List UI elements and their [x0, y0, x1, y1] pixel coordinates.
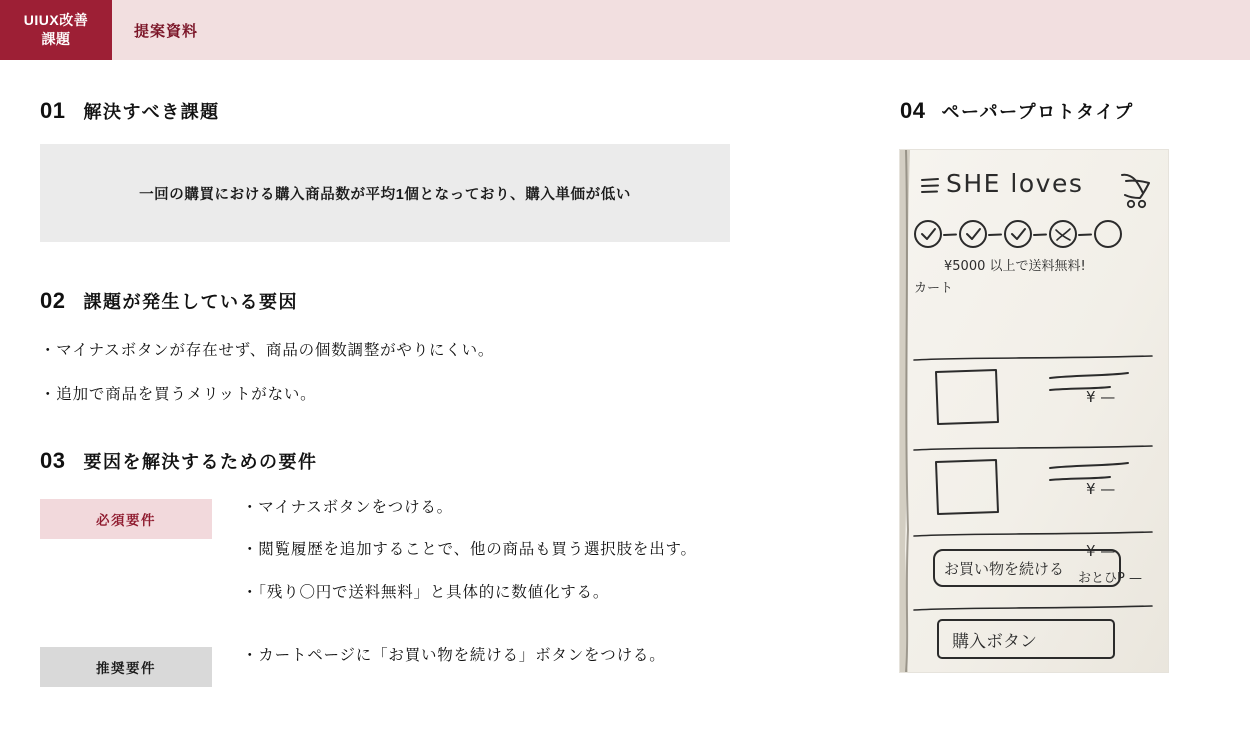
section-01-number: 01	[40, 98, 66, 123]
proto-total-note: おとひP —	[1078, 571, 1142, 586]
section-04-heading	[900, 98, 1250, 124]
proto-price-row1: ¥ —	[1086, 388, 1116, 406]
right-column	[900, 60, 1250, 743]
cause-bullet-1: ・マイナスボタンが存在せず、商品の個数調整がやりにくい。	[40, 342, 495, 359]
paper-prototype-photo	[900, 150, 1168, 672]
header-badge	[0, 0, 112, 60]
section-02	[40, 288, 900, 404]
section-04-number: 04	[900, 98, 926, 123]
requirements-grid	[40, 496, 900, 687]
section-03	[40, 448, 900, 687]
section-02-number: 02	[40, 288, 66, 313]
proto-button-purchase-label: 購入ボタン	[952, 632, 1037, 652]
header-badge-line2: 課題	[41, 31, 71, 47]
proto-cart-label: カート	[914, 281, 954, 296]
section-02-title: 課題が発生している要因	[83, 292, 298, 312]
requirement-group-required	[40, 496, 900, 604]
problem-callout-text: 一回の購買における購入商品数が平均1個となっており、購入単価が低い	[139, 186, 631, 203]
section-03-title: 要因を解決するための要件	[83, 452, 318, 472]
proto-price-row2: ¥ —	[1086, 480, 1116, 498]
requirement-group-recommended	[40, 644, 900, 687]
required-item-1: ・マイナスボタンをつける。	[242, 499, 453, 516]
proto-shipping-note: ¥5000 以上で送料無料!	[944, 259, 1086, 274]
section-01-title: 解決すべき課題	[83, 102, 220, 122]
section-01	[40, 98, 900, 242]
recommended-item-1: ・カートページに「お買い物を続ける」ボタンをつける。	[242, 646, 666, 664]
required-item-2: ・閲覧履歴を追加することで、他の商品も買う選択肢を出す。	[242, 541, 697, 559]
problem-callout-box	[40, 144, 730, 242]
section-03-heading	[40, 448, 900, 474]
proto-brand-text: SHE loves	[946, 169, 1084, 198]
tag-required: 必須要件	[40, 499, 212, 539]
tag-recommended: 推奨要件	[40, 647, 212, 687]
required-item-3: ・「残り〇円で送料無料」と具体的に数値化する。	[242, 583, 610, 601]
section-04	[900, 98, 1250, 672]
left-column	[0, 60, 900, 743]
required-items	[212, 496, 697, 604]
page-content	[0, 60, 1250, 743]
paper-prototype-sketch	[900, 150, 1168, 672]
page-title: 提案資料	[134, 22, 199, 40]
section-04-title: ペーパープロトタイプ	[941, 102, 1134, 122]
section-03-number: 03	[40, 448, 66, 473]
page-header	[0, 0, 1250, 60]
recommended-items	[212, 644, 666, 667]
section-01-heading	[40, 98, 900, 124]
section-02-heading	[40, 288, 900, 314]
proto-button-continue-label: お買い物を続ける	[944, 560, 1065, 578]
proto-price-row3: ¥ —	[1086, 542, 1116, 560]
header-badge-line1: UIUX改善	[23, 12, 89, 29]
cause-bullet-2: ・追加で商品を買うメリットがない。	[40, 386, 317, 403]
